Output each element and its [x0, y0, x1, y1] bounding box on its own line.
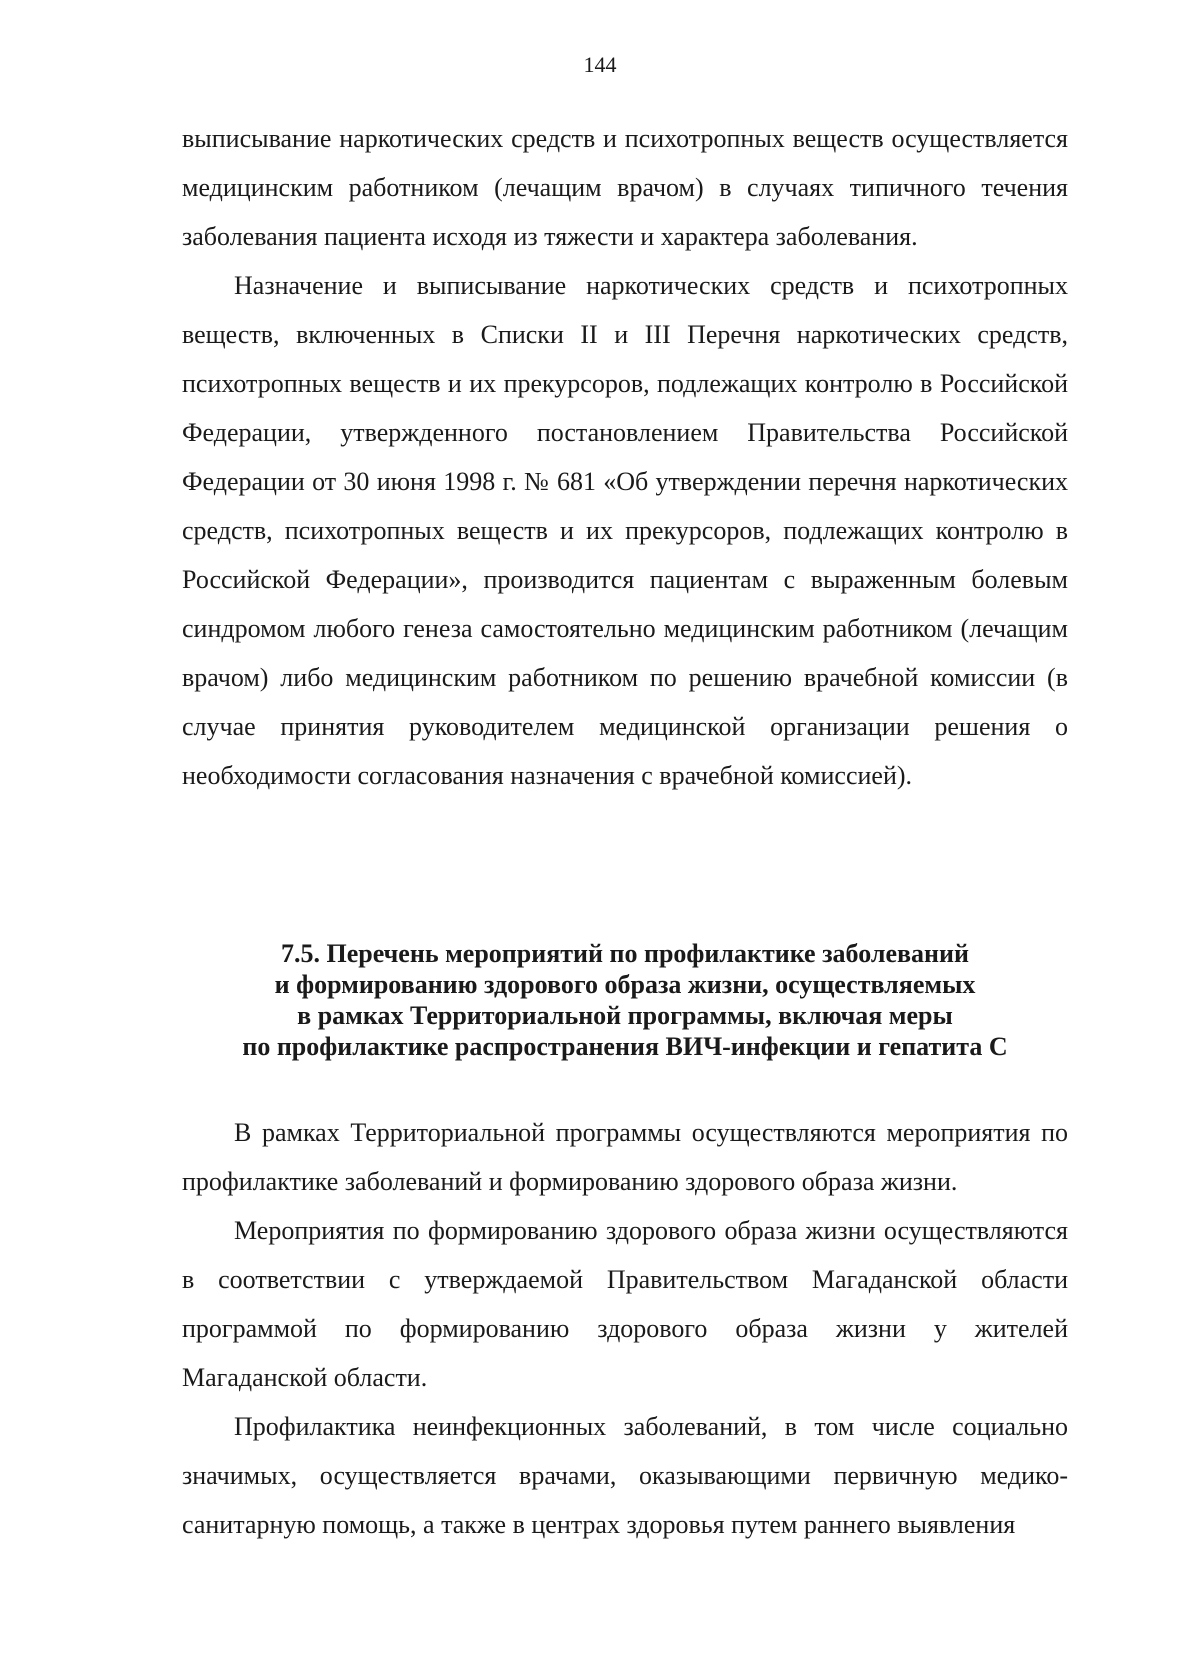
- paragraph-healthy-lifestyle: Мероприятия по формированию здорового образа жизни осуществляются в соответствии с утверждаемой Правительством Магаданской области программой по формированию здорового образа жизни у жителей Магаданской области.: [182, 1216, 1068, 1392]
- paragraph-prevention: Профилактика неинфекционных заболеваний, в том числе социально значимых, осуществляется врачами, оказывающими первичную медико-санитарную помощь, а также в центрах здоровья путем раннего выявления: [182, 1412, 1068, 1539]
- page-number: 144: [583, 52, 617, 77]
- heading-line-2: и формированию здорового образа жизни, осуществляемых: [274, 970, 976, 999]
- section-heading: [182, 938, 1068, 1062]
- text-block-top: [182, 114, 1068, 800]
- heading-line-1: 7.5. Перечень мероприятий по профилактике заболеваний: [281, 939, 969, 968]
- text-block-bottom: [182, 1108, 1068, 1549]
- paragraph-program-measures: В рамках Территориальной программы осуществляются мероприятия по профилактике заболеваний и формированию здорового образа жизни.: [182, 1118, 1068, 1196]
- heading-line-4: по профилактике распространения ВИЧ-инфекции и гепатита С: [242, 1032, 1008, 1061]
- paragraph-continuation: выписывание наркотических средств и психотропных веществ осуществляется медицинским работником (лечащим врачом) в случаях типичного течения заболевания пациента исходя из тяжести и характера заболевания.: [182, 124, 1068, 251]
- paragraph-narcotic-prescription: Назначение и выписывание наркотических средств и психотропных веществ, включенных в Списки II и III Перечня наркотических средств, психотропных веществ и их прекурсоров, подлежащих контролю в Российской Федерации, утвержденного постановлением Правительства Российской Федерации от 30 июня 1998 г. № 681 «Об утверждении перечня наркотических средств, психотропных веществ и их прекурсоров, подлежащих контролю в Российской Федерации», производится пациентам с выраженным болевым синдромом любого генеза самостоятельно медицинским работником (лечащим врачом) либо медицинским работником по решению врачебной комиссии (в случае принятия руководителем медицинской организации решения о необходимости согласования назначения с врачебной комиссией).: [182, 271, 1068, 790]
- heading-line-3: в рамках Территориальной программы, включая меры: [297, 1001, 953, 1030]
